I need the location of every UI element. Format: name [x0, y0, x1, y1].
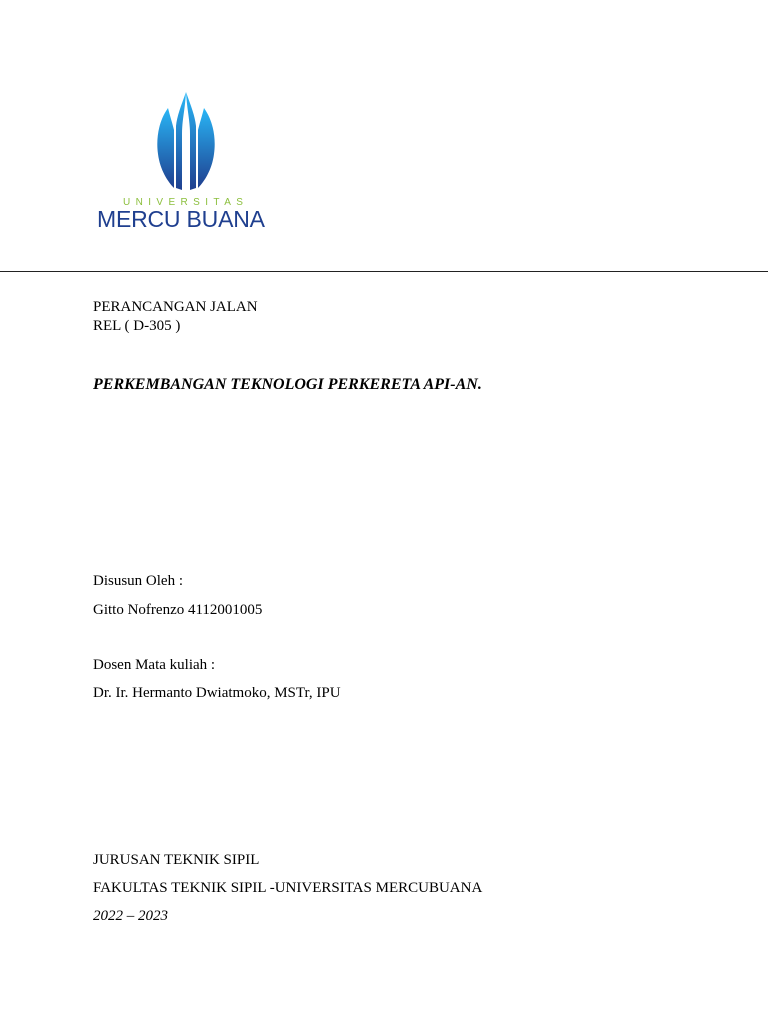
lecturer-label: Dosen Mata kuliah : [93, 657, 216, 673]
header-divider [0, 271, 768, 272]
course-code: REL ( D-305 ) [93, 318, 181, 334]
course-name: PERANCANGAN JALAN [93, 299, 258, 315]
faculty-name: FAKULTAS TEKNIK SIPIL -UNIVERSITAS MERCUBUANA [93, 880, 483, 896]
document-title: PERKEMBANGAN TEKNOLOGI PERKERETA API-AN. [93, 376, 482, 393]
flame-emblem-icon [154, 90, 218, 190]
academic-year: 2022 – 2023 [93, 908, 168, 924]
lecturer-name: Dr. Ir. Hermanto Dwiatmoko, MSTr, IPU [93, 685, 341, 701]
author-name: Gitto Nofrenzo 4112001005 [93, 602, 263, 618]
author-label: Disusun Oleh : [93, 573, 183, 589]
logo-university-name: MERCU BUANA [97, 206, 265, 232]
university-logo [96, 90, 276, 235]
logo-universitas-text: UNIVERSITAS [123, 197, 249, 208]
department-name: JURUSAN TEKNIK SIPIL [93, 852, 260, 868]
